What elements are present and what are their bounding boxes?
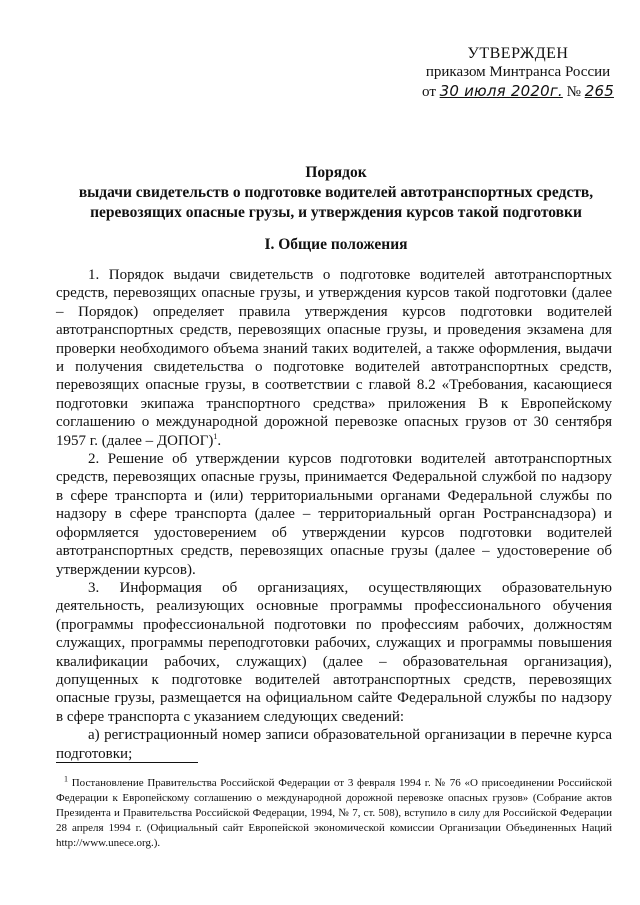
footnote-body: Постановление Правительства Российской Федерации от 3 февраля 1994 г. № 76 «О присоединении Российской Федерации к Европейскому соглашению о международной дорожной перевозке опасных грузов» (Собрание актов Президента и Правительства Российской Федерации, 1994, № 7, ст. 508), вступило в силу для Российской Федерации 28 апреля 1994 г. (Официальный сайт Европейской экономической комиссии Организации Объединенных Наций http://www.unece.org.). — [56, 777, 612, 849]
section-heading: I. Общие положения — [264, 236, 408, 253]
handwritten-date: 30 июля 2020г. — [439, 82, 563, 100]
paragraph-3: 3. Информация об организациях, осуществляющих образовательную деятельность, реализующих основные программы профессионального обучения (программы профессиональной подготовки по профессиям рабочих, должностям служащих, программы переподготовки рабочих, служащих и программы повышения квалификации рабочих, служащих) (далее – образовательная организация), допущенных к подготовке водителей автотранспортных средств, перевозящих опасные грузы, размещается на официальном сайте Федеральной службы по надзору в сфере транспорта с указанием следующих сведений: — [56, 579, 612, 725]
document-title — [56, 163, 616, 223]
paragraph-1-text: 1. Порядок выдачи свидетельств о подготовке водителей автотранспортных средств, перевозящих опасные грузы, и утверждения курсов такой подготовки (далее – Порядок) определяет правила утверждения курсов подготовки водителей автотранспортных средств, перевозящих опасные грузы, и проведения экзамена для проверки необходимого объема знаний таких водителей, а также оформления, выдачи и получения свидетельства о подготовке водителей автотранспортных средств, перевозящих опасные грузы, в соответствии с главой 8.2 «Требования, касающиеся подготовки экипажа транспортного средства» приложения B к Европейскому соглашению о международной дорожной перевозке опасных грузов от 30 сентября 1957 г. (далее – ДОПОГ) — [56, 267, 612, 449]
footnote-divider — [56, 762, 198, 763]
handwritten-number: 265 — [584, 82, 614, 100]
title-line-2: выдачи свидетельств о подготовке водителей автотранспортных средств, — [78, 184, 594, 201]
footnote-text — [56, 776, 612, 851]
title-line-1: Порядок — [305, 164, 367, 181]
approval-date-line — [418, 82, 618, 102]
footnote — [56, 776, 612, 851]
title-line-3: перевозящих опасные грузы, и утверждения курсов такой подготовки — [90, 204, 582, 221]
approval-order-line: приказом Минтранса России — [425, 64, 611, 80]
footnote-marker: 1 — [64, 774, 68, 784]
approval-stamp — [418, 44, 618, 102]
number-prefix: № — [566, 84, 581, 100]
approval-heading: УТВЕРЖДЕН — [467, 45, 569, 62]
footnote-reference: 1 — [213, 431, 218, 441]
date-prefix: от — [422, 84, 436, 100]
paragraph-2: 2. Решение об утверждении курсов подготовки водителей автотранспортных средств, перевозящих опасные грузы, принимается Федеральной службой по надзору в сфере транспорта и (или) территориальными органами Федеральной службы по надзору в сфере транспорта (далее – территориальный орган Ространснадзора) и оформляется удостоверением об утверждении курсов подготовки водителей автотранспортных средств, перевозящих опасные грузы (далее – удостоверение об утверждении курсов). — [56, 451, 612, 578]
paragraph-3a: а) регистрационный номер записи образовательной организации в перечне курса подготовки; — [56, 727, 612, 762]
paragraph-1: 1. Порядок выдачи свидетельств о подготовке водителей автотранспортных средств, перевозящих опасные грузы, и утверждения курсов такой подготовки (далее – Порядок) определяет правила утверждения курсов подготовки водителей автотранспортных средств, перевозящих опасные грузы, и проведения экзамена для проверки необходимого объема знаний таких водителей, а также оформления, выдачи и получения свидетельства о подготовке водителей автотранспортных средств, перевозящих опасные грузы, в соответствии с главой 8.2 «Требования, касающиеся подготовки экипажа транспортного средства» приложения B к Европейскому соглашению о международной дорожной перевозке опасных грузов от 30 сентября 1957 г. (далее – ДОПОГ)$^1$. — [56, 267, 612, 449]
document-body — [56, 266, 612, 763]
